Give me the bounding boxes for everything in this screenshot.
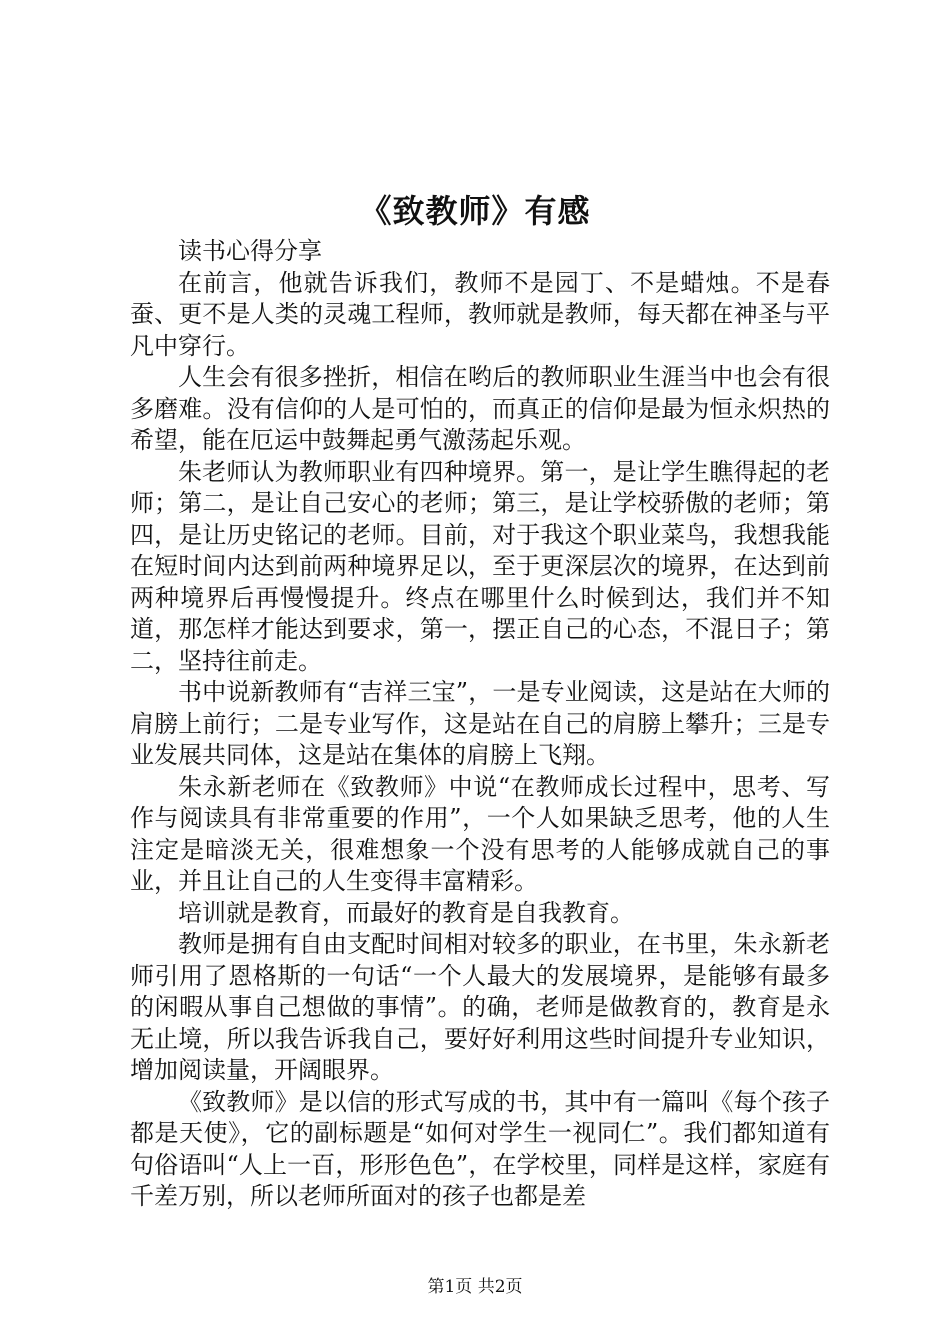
paragraph: 朱永新老师在《致教师》中说“在教师成长过程中，思考、写作与阅读具有非常重要的作用”，一个人如果缺乏思考，他的人生注定是暗淡无关，很难想象一个没有思考的人能够成就自己的事业，并且让自己的人生变得丰富精彩。 — [130, 772, 830, 895]
paragraph: 教师是拥有自由支配时间相对较多的职业，在书里，朱永新老师引用了恩格斯的一句话“一个人最大的发展境界，是能够有最多的闲暇从事自己想做的事情”。的确，老师是做教育的，教育是永无止境，所以我告诉我自己，要好好利用这些时间提升专业知识，增加阅读量，开阔眼界。 — [130, 930, 830, 1084]
page-footer: 第1页 共2页 — [427, 1277, 523, 1297]
paragraph: 在前言，他就告诉我们，教师不是园丁、不是蜡烛。不是春蚕、更不是人类的灵魂工程师，教师就是教师，每天都在神圣与平凡中穿行。 — [130, 268, 830, 360]
document-subtitle: 读书心得分享 — [178, 237, 322, 265]
paragraph: 培训就是教育，而最好的教育是自我教育。 — [178, 898, 634, 927]
document-body — [130, 236, 830, 1213]
paragraph: 书中说新教师有“吉祥三宝”，一是专业阅读，这是站在大师的肩膀上前行；二是专业写作，这是站在自己的肩膀上攀升；三是专业发展共同体，这是站在集体的肩膀上飞翔。 — [130, 678, 830, 769]
paragraph: 人生会有很多挫折，相信在哟后的教师职业生涯当中也会有很多磨难。没有信仰的人是可怕的，而真正的信仰是最为恒永炽热的希望，能在厄运中鼓舞起勇气激荡起乐观。 — [130, 363, 830, 454]
document-title: 《致教师》有感 — [359, 192, 591, 230]
paragraph: 《致教师》是以信的形式写成的书，其中有一篇叫《每个孩子都是天使》，它的副标题是“如何对学生一视同仁”。我们都知道有句俗语叫“人上一百，形形色色”，在学校里，同样是这样，家庭有千差万别，所以老师所面对的孩子也都是差 — [130, 1087, 830, 1210]
paragraph: 朱老师认为教师职业有四种境界。第一，是让学生瞧得起的老师；第二，是让自己安心的老师；第三，是让学校骄傲的老师；第四，是让历史铭记的老师。目前，对于我这个职业菜鸟，我想我能在短时间内达到前两种境界足以，至于更深层次的境界，在达到前两种境界后再慢慢提升。终点在哪里什么时候到达，我们并不知道，那怎样才能达到要求，第一，摆正自己的心态，不混日子；第二，坚持往前走。 — [130, 457, 830, 675]
